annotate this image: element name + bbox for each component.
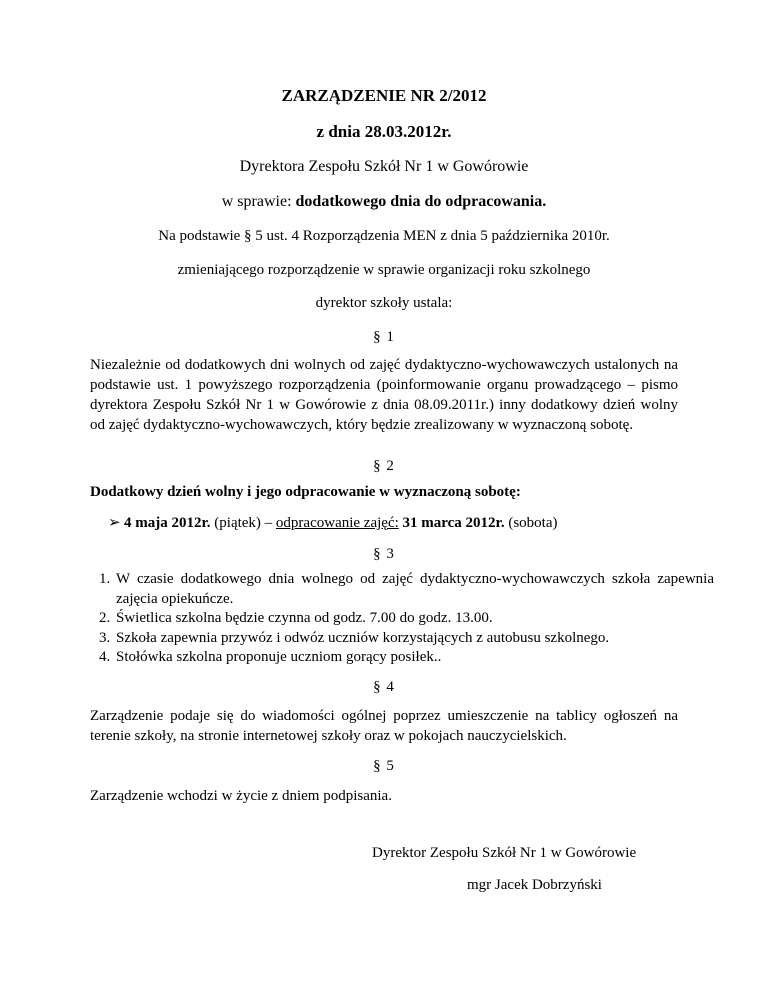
section-2-heading: Dodatkowy dzień wolny i jego odpracowanie w wyznaczoną sobotę: <box>90 484 521 500</box>
legal-basis-line-1: Na podstawie § 5 ust. 4 Rozporządzenia MEN z dnia 5 października 2010r. <box>158 228 610 244</box>
subject-prefix: w sprawie: <box>221 193 296 210</box>
free-day-date: 4 maja 2012r. <box>124 515 211 531</box>
free-day-weekday: (piątek) – <box>210 515 276 531</box>
section-3-label: § 3 <box>373 546 395 562</box>
legal-basis-line-3: dyrektor szkoły ustala: <box>315 295 453 311</box>
list-item: 1. W czasie dodatkowego dnia wolnego od zajęć dydaktyczno-wychowawczych szkoła zapewnia zajęcia opiekuńcze. <box>114 570 714 609</box>
subject-bold: dodatkowego dnia do odpracowania. <box>295 193 547 210</box>
document-date: z dnia 28.03.2012r. <box>316 122 452 141</box>
document-subject <box>0 193 768 211</box>
section-1-text: Niezależnie od dodatkowych dni wolnych od zajęć dydaktyczno-wychowawczych ustalonych na podstawie ust. 1 powyższego rozporządzenia (poinformowanie organu prowadzącego – pismo dyrektora Zespołu Szkół Nr 1 w Gowórowie z dnia 08.09.2011r.) inny dodatkowy dzień wolny od zajęć dydaktyczno-wychowawczych, który będzie zrealizowany w wyznaczoną sobotę. <box>90 357 678 433</box>
makeup-weekday: (sobota) <box>504 515 558 531</box>
document-issuer: Dyrektora Zespołu Szkół Nr 1 w Gowórowie <box>239 158 529 175</box>
signature-title: Dyrektor Zespołu Szkół Nr 1 w Gowórowie <box>372 845 637 861</box>
legal-basis-line-2: zmieniającego rozporządzenie w sprawie organizacji roku szkolnego <box>177 262 591 278</box>
section-4-label: § 4 <box>373 679 395 695</box>
makeup-date: 31 marca 2012r. <box>398 515 505 531</box>
section-1-label: § 1 <box>373 329 395 345</box>
list-item: 2. Świetlica szkolna będzie czynna od godz. 7.00 do godz. 13.00. <box>114 609 714 629</box>
list-item: 4. Stołówka szkolna proponuje uczniom gorący posiłek.. <box>114 648 714 668</box>
section-2-bullet-item <box>108 513 558 532</box>
document-title: ZARZĄDZENIE NR 2/2012 <box>281 86 487 105</box>
section-3-list <box>90 570 714 668</box>
section-2-label: § 2 <box>373 458 395 474</box>
list-item: 3. Szkoła zapewnia przywóz i odwóz uczniów korzystających z autobusu szkolnego. <box>114 629 714 649</box>
arrow-bullet-icon: ➢ <box>108 515 121 531</box>
section-4-text: Zarządzenie podaje się do wiadomości ogólnej poprzez umieszczenie na tablicy ogłoszeń na terenie szkoły, na stronie internetowej szkoły oraz w pokojach nauczycielskich. <box>90 708 678 744</box>
signature-name: mgr Jacek Dobrzyński <box>467 877 602 893</box>
section-5-text: Zarządzenie wchodzi w życie z dniem podpisania. <box>90 788 392 804</box>
section-5-label: § 5 <box>373 758 395 774</box>
makeup-label: odpracowanie zajęć: <box>275 515 399 531</box>
